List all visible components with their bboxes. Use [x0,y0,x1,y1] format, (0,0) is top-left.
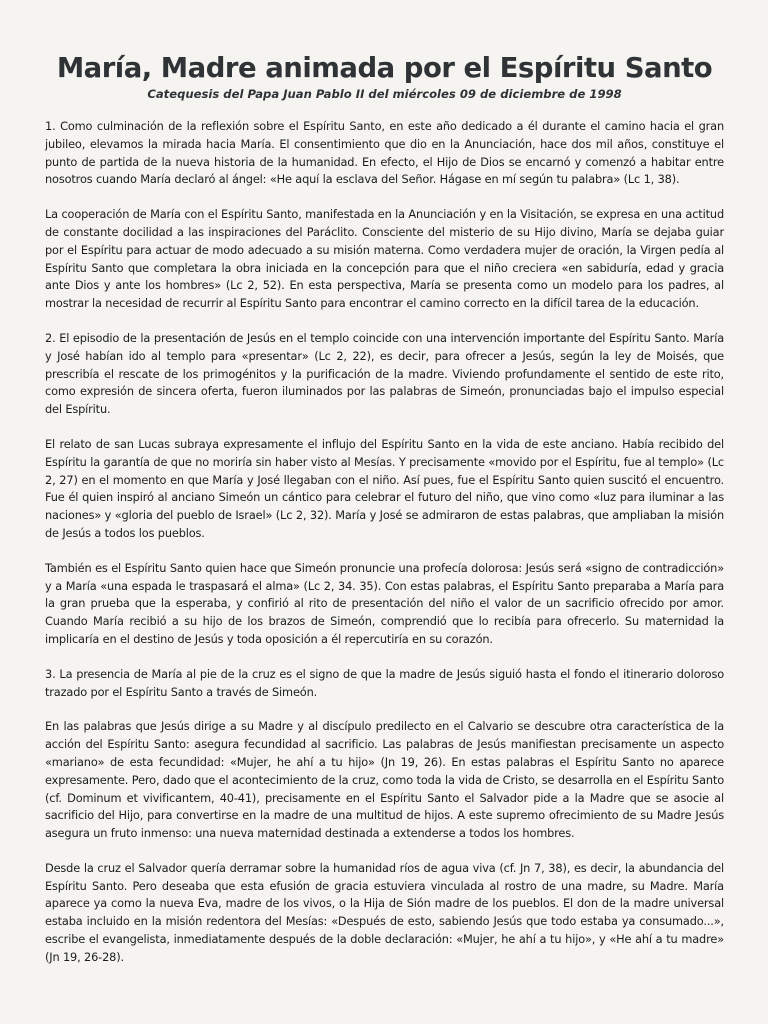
document-subtitle: Catequesis del Papa Juan Pablo II del miércoles 09 de diciembre de 1998 [147,87,622,101]
paragraph-8: Desde la cruz el Salvador quería derramar sobre la humanidad ríos de agua viva (cf. Jn 7, 38), es decir, la abundancia del Espíritu Santo. Pero deseaba que esta efusión de gracia estuviera vinculada al rostro de una madre, su Madre. María aparece ya como la nueva Eva, madre de los vivos, o la Hija de Sión madre de los pueblos. El don de la madre universal estaba incluido en la misión redentora del Mesías: «Después de esto, sabiendo Jesús que todo estaba ya consumado...», escribe el evangelista, inmediatamente después de la doble declaración: «Mujer, he ahí a tu hijo», y «He ahí a tu madre» (Jn 19, 26-28). [45,860,724,964]
paragraph-2: La cooperación de María con el Espíritu Santo, manifestada en la Anunciación y en la Visitación, se expresa en una actitud de constante docilidad a las inspiraciones del Paráclito. Consciente del misterio de su Hijo divino, María se dejaba guiar por el Espíritu para actuar de modo adecuado a su misión materna. Como verdadera mujer de oración, la Virgen pedía al Espíritu Santo que completara la obra iniciada en la concepción para que el niño creciera «en sabiduría, edad y gracia ante Dios y ante los hombres» (Lc 2, 52). En esta perspectiva, María se presenta como un modelo para los padres, al mostrar la necesidad de recurrir al Espíritu Santo para encontrar el camino correcto en la difícil tarea de la educación. [45,207,724,311]
document-title: María, Madre animada por el Espíritu Santo [56,52,713,84]
paragraph-7: En las palabras que Jesús dirige a su Madre y al discípulo predilecto en el Calvario se descubre otra característica de la acción del Espíritu Santo: asegura fecundidad al sacrificio. Las palabras de Jesús manifiestan precisamente un aspecto «mariano» de esta fecundidad: «Mujer, he ahí a tu hijo» (Jn 19, 26). En estas palabras el Espíritu Santo no aparece expresamente. Pero, dado que el acontecimiento de la cruz, como toda la vida de Cristo, se desarrolla en el Espíritu Santo (cf. Dominum et vivificantem, 40-41), precisamente en el Espíritu Santo el Salvador pide a la Madre que se asocie al sacrificio del Hijo, para convertirse en la madre de una multitud de hijos. A este supremo ofrecimiento de su Madre Jesús asegura un fruto inmenso: una nueva maternidad destinada a extenderse a todos los hombres. [45,719,724,841]
paragraph-4: El relato de san Lucas subraya expresamente el influjo del Espíritu Santo en la vida de este anciano. Había recibido del Espíritu la garantía de que no moriría sin haber visto al Mesías. Y precisamente «movido por el Espíritu, fue al templo» (Lc 2, 27) en el momento en que María y José llegaban con el niño. Así pues, fue el Espíritu Santo quien suscitó el encuentro. Fue él quien inspiró al anciano Simeón un cántico para celebrar el futuro del niño, que vino como «luz para iluminar a las naciones» y «gloria del pueblo de Israel» (Lc 2, 32). María y José se admiraron de estas palabras, que ampliaban la misión de Jesús a todos los pueblos. [45,436,724,540]
paragraph-6: 3. La presencia de María al pie de la cruz es el signo de que la madre de Jesús siguió hasta el fondo el itinerario doloroso trazado por el Espíritu Santo a través de Simeón. [45,666,724,699]
paragraph-1: 1. Como culminación de la reflexión sobre el Espíritu Santo, en este año dedicado a él durante el camino hacia el gran jubileo, elevamos la mirada hacia María. El consentimiento que dio en la Anunciación, hace dos mil años, constituye el punto de partida de la nueva historia de la humanidad. En efecto, el Hijo de Dios se encarnó y comenzó a habitar entre nosotros cuando María declaró al ángel: «He aquí la esclava del Señor. Hágase en mí según tu palabra» (Lc 1, 38). [45,119,724,187]
paragraph-5: También es el Espíritu Santo quien hace que Simeón pronuncie una profecía dolorosa: Jesús será «signo de contradicción» y a María «una espada le traspasará el alma» (Lc 2, 34. 35). Con estas palabras, el Espíritu Santo preparaba a María para la gran prueba que la esperaba, y confirió al rito de presentación del niño el valor de un sacrificio ofrecido por amor. Cuando María recibió a su hijo de los brazos de Simeón, comprendió que lo recibía para ofrecerlo. Su maternidad la implicaría en el destino de Jesús y toda oposición a él repercutiría en su corazón. [45,560,724,646]
paragraph-3: 2. El episodio de la presentación de Jesús en el templo coincide con una intervención importante del Espíritu Santo. María y José habían ido al templo para «presentar» (Lc 2, 22), es decir, para ofrecer a Jesús, según la ley de Moisés, que prescribía el rescate de los primogénitos y la purificación de la madre. Viviendo profundamente el sentido de este rito, como expresión de sincera oferta, fueron iluminados por las palabras de Simeón, pronunciadas bajo el impulso especial del Espíritu. [45,330,724,417]
